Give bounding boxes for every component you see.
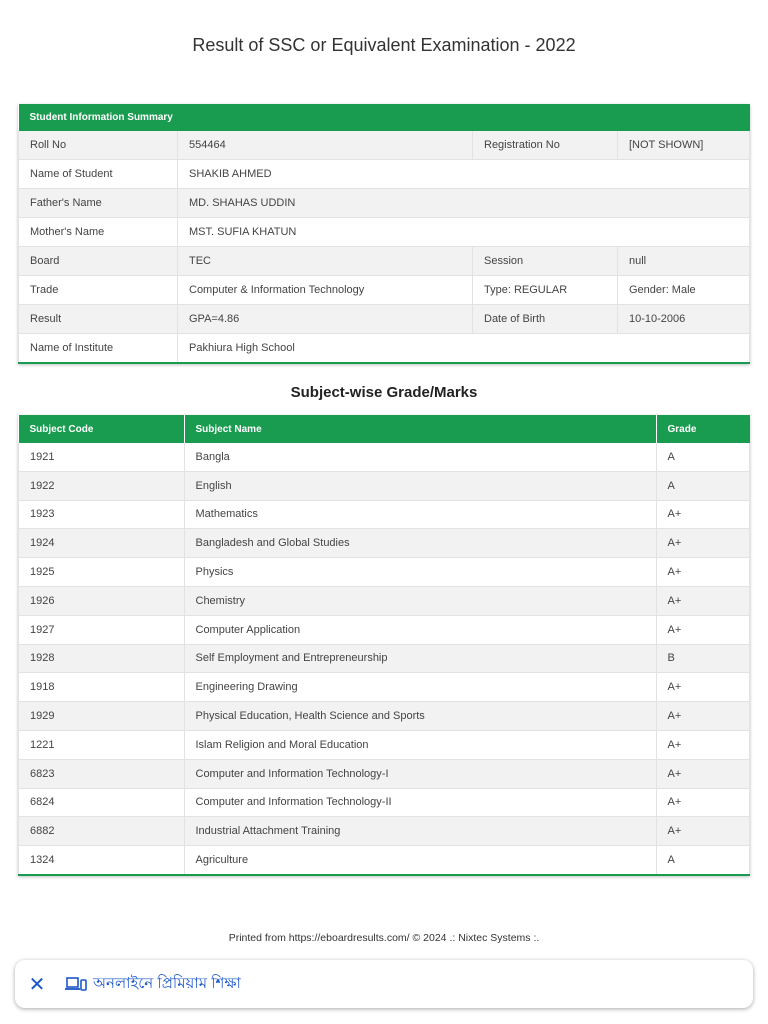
name-value: SHAKIB AHMED	[178, 160, 750, 189]
registration-value: [NOT SHOWN]	[618, 131, 750, 160]
section-heading: Subject-wise Grade/Marks	[290, 384, 478, 401]
board-label: Board	[19, 247, 178, 276]
grade-cell: A+	[656, 529, 750, 558]
grade-cell: A	[656, 846, 750, 875]
subject-name-cell: English	[184, 471, 656, 500]
subject-code-cell: 1221	[19, 730, 185, 759]
subject-name-cell: Self Employment and Entrepreneurship	[184, 644, 656, 673]
registration-label: Registration No	[473, 131, 618, 160]
table-row	[19, 846, 750, 875]
subject-code-cell: 1922	[19, 471, 185, 500]
name-label: Name of Student	[19, 160, 178, 189]
table-row	[19, 218, 750, 247]
table-row	[19, 443, 750, 471]
table-row	[19, 334, 750, 364]
subject-name-cell: Computer and Information Technology-II	[184, 788, 656, 817]
subject-name-cell: Computer Application	[184, 615, 656, 644]
table-row	[19, 529, 750, 558]
mother-label: Mother's Name	[19, 218, 178, 247]
table-row	[19, 788, 750, 817]
table-row	[19, 615, 750, 644]
grade-cell: A+	[656, 586, 750, 615]
grade-cell: A+	[656, 817, 750, 846]
subject-name-cell: Chemistry	[184, 586, 656, 615]
subject-code-cell: 6823	[19, 759, 185, 788]
grade-cell: A+	[656, 702, 750, 731]
board-value: TEC	[178, 247, 473, 276]
grade-cell: A	[656, 471, 750, 500]
subject-code-cell: 1929	[19, 702, 185, 731]
table-row	[19, 276, 750, 305]
institute-value: Pakhiura High School	[178, 334, 750, 364]
trade-value: Computer & Information Technology	[178, 276, 473, 305]
grade-cell: A	[656, 443, 750, 471]
grade-cell: A+	[656, 759, 750, 788]
column-header-code: Subject Code	[19, 415, 185, 443]
table-row	[19, 471, 750, 500]
roll-label: Roll No	[19, 131, 178, 160]
grade-cell: A+	[656, 673, 750, 702]
subject-name-cell: Computer and Information Technology-I	[184, 759, 656, 788]
subject-code-cell: 6882	[19, 817, 185, 846]
table-row	[19, 759, 750, 788]
table-row	[19, 730, 750, 759]
grade-cell: A+	[656, 615, 750, 644]
subject-code-cell: 1926	[19, 586, 185, 615]
subject-code-cell: 1921	[19, 443, 185, 471]
laptop-icon	[65, 976, 87, 992]
student-info-table	[18, 104, 750, 364]
subject-code-cell: 1324	[19, 846, 185, 875]
gender-value: Gender: Male	[618, 276, 750, 305]
grade-cell: A+	[656, 500, 750, 529]
table-row	[19, 305, 750, 334]
table-row	[19, 644, 750, 673]
table-row	[19, 586, 750, 615]
subject-name-cell: Industrial Attachment Training	[184, 817, 656, 846]
subject-name-cell: Islam Religion and Moral Education	[184, 730, 656, 759]
subject-name-cell: Bangladesh and Global Studies	[184, 529, 656, 558]
table-row	[19, 673, 750, 702]
subject-code-cell: 1923	[19, 500, 185, 529]
table-row	[19, 558, 750, 587]
table-row	[19, 817, 750, 846]
student-info-header: Student Information Summary	[19, 104, 750, 131]
subject-name-cell: Mathematics	[184, 500, 656, 529]
table-row	[19, 160, 750, 189]
institute-label: Name of Institute	[19, 334, 178, 364]
type-value: Type: REGULAR	[473, 276, 618, 305]
dob-label: Date of Birth	[473, 305, 618, 334]
session-label: Session	[473, 247, 618, 276]
table-row	[19, 500, 750, 529]
banner-text[interactable]: অনলাইনে প্রিমিয়াম শিক্ষা	[93, 974, 241, 992]
result-value: GPA=4.86	[178, 305, 473, 334]
roll-value: 554464	[178, 131, 473, 160]
subject-name-cell: Agriculture	[184, 846, 656, 875]
grade-cell: A+	[656, 558, 750, 587]
father-label: Father's Name	[19, 189, 178, 218]
subject-name-cell: Physical Education, Health Science and Sports	[184, 702, 656, 731]
subject-code-cell: 1928	[19, 644, 185, 673]
grade-cell: A+	[656, 788, 750, 817]
subject-name-cell: Engineering Drawing	[184, 673, 656, 702]
grade-cell: B	[656, 644, 750, 673]
column-header-name: Subject Name	[184, 415, 656, 443]
mother-value: MST. SUFIA KHATUN	[178, 218, 750, 247]
subject-code-cell: 1925	[19, 558, 185, 587]
dob-value: 10-10-2006	[618, 305, 750, 334]
table-row	[19, 131, 750, 160]
footer-note: Printed from https://eboardresults.com/ © 2024 .: Nixtec Systems :.	[228, 932, 540, 944]
page-title: Result of SSC or Equivalent Examination - 2022	[192, 35, 576, 55]
subject-code-cell: 1927	[19, 615, 185, 644]
subject-name-cell: Physics	[184, 558, 656, 587]
session-value: null	[618, 247, 750, 276]
subject-name-cell: Bangla	[184, 443, 656, 471]
table-row	[19, 247, 750, 276]
subject-code-cell: 1924	[19, 529, 185, 558]
column-header-grade: Grade	[656, 415, 750, 443]
father-value: MD. SHAHAS UDDIN	[178, 189, 750, 218]
table-row	[19, 189, 750, 218]
table-row	[19, 702, 750, 731]
grade-table	[18, 415, 750, 876]
grade-cell: A+	[656, 730, 750, 759]
trade-label: Trade	[19, 276, 178, 305]
result-label: Result	[19, 305, 178, 334]
subject-code-cell: 6824	[19, 788, 185, 817]
subject-code-cell: 1918	[19, 673, 185, 702]
bottom-banner[interactable]	[15, 960, 753, 1008]
close-icon[interactable]: ✕	[28, 973, 46, 996]
